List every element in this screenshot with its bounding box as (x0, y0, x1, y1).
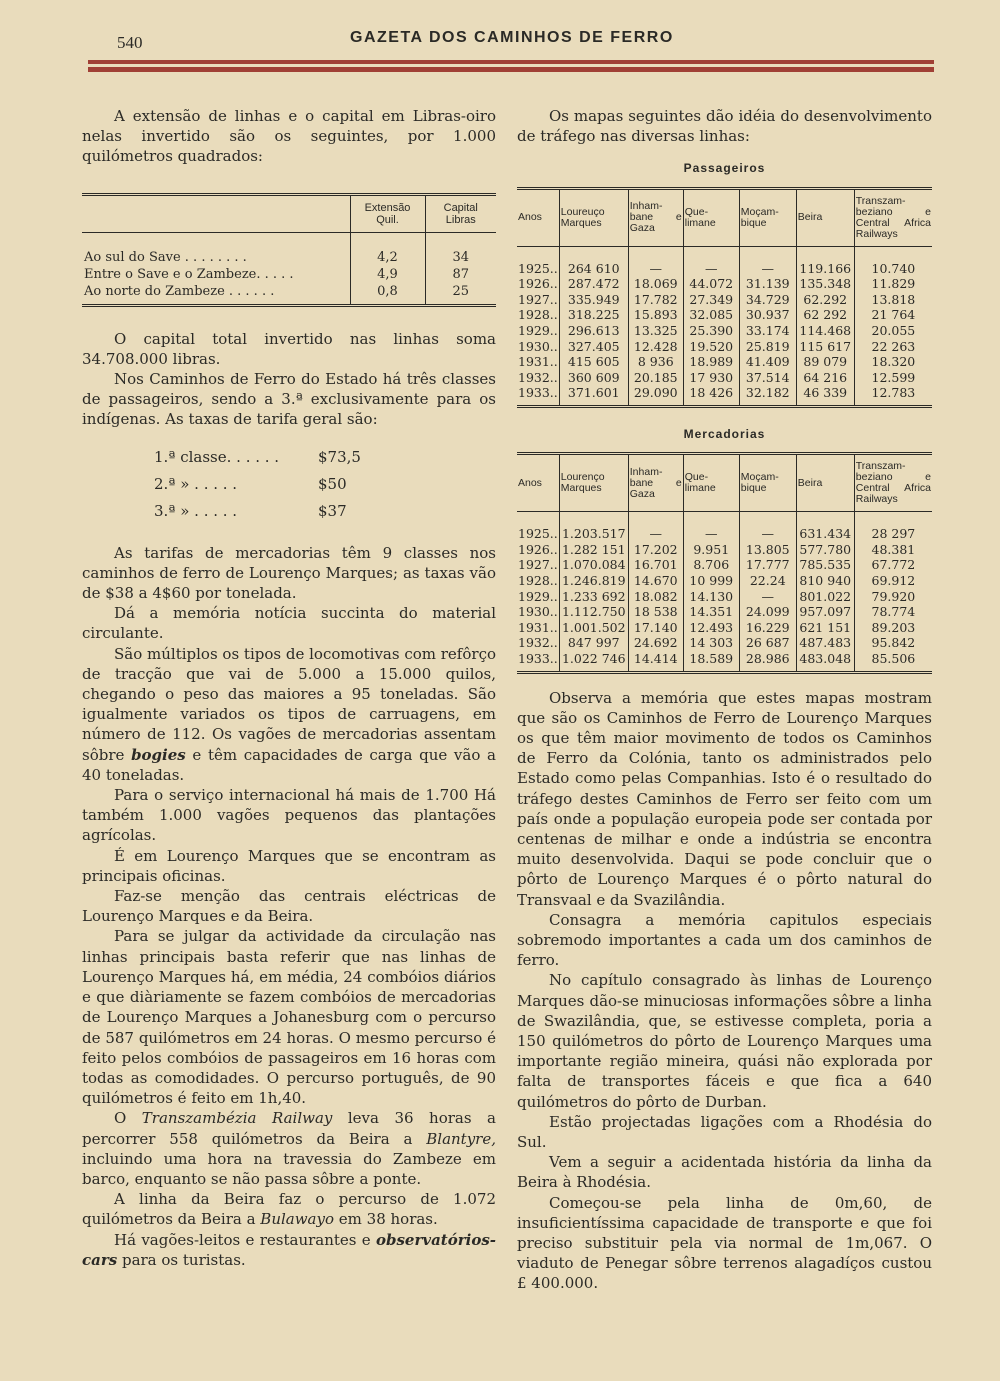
table-row (517, 620, 932, 636)
cell: 28 297 (854, 512, 932, 542)
cell: 20.055 (854, 323, 932, 339)
cell: 46 339 (796, 385, 854, 405)
table-row (517, 542, 932, 558)
column-header: Moçam-bique (739, 190, 796, 247)
paragraph: Nos Caminhos de Ferro do Estado há três classes de passageiros, sendo a 3.ª exclusivamente para os indígenas. As taxas de tarifa geral são: (82, 370, 496, 429)
cell: 44.072 (683, 276, 739, 292)
table-row (82, 232, 496, 266)
table-row (517, 307, 932, 323)
cell: 1.022 746 (559, 651, 628, 671)
year-cell: 1925.. (518, 526, 558, 542)
cell: 25.390 (683, 323, 739, 339)
paragraph: O Transzambézia Railway leva 36 horas a percorrer 558 quilómetros da Beira a Blantyre, incluindo uma hora na travessia do Zambeze em barco, enquanto se não passa sôbre a ponte. (82, 1109, 496, 1188)
cell: 32.182 (739, 385, 796, 405)
cell: 135.348 (796, 276, 854, 292)
page-number: 540 (117, 33, 143, 52)
table-row (517, 589, 932, 605)
table-row (517, 354, 932, 370)
cell: 318.225 (559, 307, 628, 323)
cell: 16.701 (628, 557, 683, 573)
cell: 577.780 (796, 542, 854, 558)
cell: — (739, 589, 796, 605)
cell: 847 997 (559, 635, 628, 651)
cell: 87 (425, 266, 496, 283)
cell: 327.405 (559, 339, 628, 355)
column-header: Anos (517, 455, 559, 512)
cell: 14.670 (628, 573, 683, 589)
table-header-row (517, 455, 932, 512)
cell: 10.740 (854, 246, 932, 276)
cell: 1.203.517 (559, 512, 628, 542)
cell: 801.022 (796, 589, 854, 605)
cell: 1.246.819 (559, 573, 628, 589)
cell: 85.506 (854, 651, 932, 671)
cell: 21 764 (854, 307, 932, 323)
cell: 13.818 (854, 292, 932, 308)
table-row (517, 370, 932, 386)
cell: 287.472 (559, 276, 628, 292)
column-header: Extensão Quil. (350, 194, 425, 232)
left-column (82, 106, 496, 1270)
cell: 37.514 (739, 370, 796, 386)
cell: 24.692 (628, 635, 683, 651)
paragraph: Faz-se menção das centrais eléctricas de Lourenço Marques e da Beira. (82, 887, 496, 926)
cell: 18.589 (683, 651, 739, 671)
paragraph: Começou-se pela linha de 0m,60, de insuficientíssima capacidade de transporte e que foi preciso substituir pela via normal de 1m,067. O viaduto de Penegar sôbre terrenos alagadíços custou £ 400.000. (517, 1193, 932, 1293)
year-cell: 1931.. (518, 619, 558, 635)
paragraph: Vem a seguir a acidentada história da linha da Beira à Rhodésia. (517, 1153, 932, 1192)
cell: 8.706 (683, 557, 739, 573)
column-header: Inham-bane e Gaza (628, 455, 683, 512)
cell: 41.409 (739, 354, 796, 370)
year-cell: 1928.. (518, 307, 558, 323)
cell: — (739, 246, 796, 276)
cell: 17.782 (628, 292, 683, 308)
year-cell: 1933.. (518, 650, 558, 666)
cell: 48.381 (854, 542, 932, 558)
table-header-row (82, 194, 496, 232)
cell: 0,8 (350, 283, 425, 306)
column-header: Anos (517, 190, 559, 247)
cell: 17.140 (628, 620, 683, 636)
cell: 18 538 (628, 604, 683, 620)
cell: 14.351 (683, 604, 739, 620)
table-title: Passageiros (683, 161, 766, 176)
header-rule-top (88, 60, 934, 64)
cell: 13.805 (739, 542, 796, 558)
year-cell: 1927.. (518, 291, 558, 307)
cell: 18.069 (628, 276, 683, 292)
paragraph: Dá a memória notícia succinta do material circulante. (82, 604, 496, 643)
paragraph: Consagra a memória capitulos especiais sobremodo importantes a cada um dos caminhos de ferro. (517, 910, 932, 970)
cell: 12.493 (683, 620, 739, 636)
cell: 19.520 (683, 339, 739, 355)
cell: 29.090 (628, 385, 683, 405)
paragraph: O capital total invertido nas linhas soma 34.708.000 libras. (82, 329, 496, 368)
cell: 9.951 (683, 542, 739, 558)
table-row (517, 651, 932, 671)
cell: 114.468 (796, 323, 854, 339)
cell: 14.414 (628, 651, 683, 671)
cell: 28.986 (739, 651, 796, 671)
paragraph: Para se julgar da actividade da circulação nas linhas principais basta referir que nas linhas de Lourenço Marques há, em média, 24 combóios diários e que diàriamente se fazem combóios de mercadorias de Lourenço Marques a Johanesburg com o percurso de 587 quilómetros em 24 horas. O mesmo percurso é feito pelos combóios de passageiros em 16 horas com todas as comodidades. O percurso português, de 90 quilómetros é feito em 1h,40. (82, 927, 496, 1108)
cell: 18 426 (683, 385, 739, 405)
cell: 24.099 (739, 604, 796, 620)
cell: 20.185 (628, 370, 683, 386)
cell: 30.937 (739, 307, 796, 323)
cell: 62.292 (796, 292, 854, 308)
cell: 17.777 (739, 557, 796, 573)
cell: 26 687 (739, 635, 796, 651)
paragraph: São múltiplos os tipos de locomotivas com refôrço de tracção que vai de 5.000 a 15.000 quilos, chegando o peso das maiores a 95 toneladas. São igualmente variados os tipos de carruagens, em número de 112. Os vagões de mercadorias assentam sôbre bogies e têm capacidades de carga que vão a 40 toneladas. (82, 644, 496, 784)
cell: 1.282 151 (559, 542, 628, 558)
cell: 12.599 (854, 370, 932, 386)
column-header: Inham-bane e Gaza (628, 190, 683, 247)
column-header: Transzam-beziano e Central Africa Railways (854, 190, 932, 247)
column-header: Transzam-beziano e Central Africa Railways (854, 455, 932, 512)
paragraph: A linha da Beira faz o percurso de 1.072 quilómetros da Beira a Bulawayo em 38 horas. (82, 1190, 496, 1229)
paragraph: Os mapas seguintes dão idéia do desenvolvimento de tráfego nas diversas linhas: (517, 107, 932, 146)
paragraph: As tarifas de mercadorias têm 9 classes nos caminhos de ferro de Lourenço Marques; as taxas vão de $38 a 4$60 por tonelada. (82, 543, 496, 603)
cell: 487.483 (796, 635, 854, 651)
table-row (517, 246, 932, 276)
cell: — (628, 246, 683, 276)
year-cell: 1925.. (518, 260, 558, 276)
year-cell: 1932.. (518, 369, 558, 385)
cell: 13.325 (628, 323, 683, 339)
cell: 785.535 (796, 557, 854, 573)
paragraph: No capítulo consagrado às linhas de Lourenço Marques dão-se minuciosas informações sôbre a linha de Swazilândia, que, se estivesse completa, poria a 150 quilómetros do pôrto de Lourenço Marques uma importante região mineira, quási não explorada por falta de transportes fáceis e que fica a 640 quilómetros do pôrto de Durban. (517, 971, 932, 1111)
cell: 32.085 (683, 307, 739, 323)
table-row (517, 276, 932, 292)
column-header: Lourenço Marques (559, 455, 628, 512)
right-column (517, 106, 932, 1294)
cell: 360 609 (559, 370, 628, 386)
cell: 89.203 (854, 620, 932, 636)
year-cell: 1932.. (518, 635, 558, 651)
cell: 15.893 (628, 307, 683, 323)
cell: 33.174 (739, 323, 796, 339)
table-row (82, 266, 496, 283)
cell: 34.729 (739, 292, 796, 308)
year-cell: 1926.. (518, 541, 558, 557)
cell: 631.434 (796, 512, 854, 542)
cell: 1.001.502 (559, 620, 628, 636)
table-row (517, 635, 932, 651)
cell: 371.601 (559, 385, 628, 405)
tariff-row: 2.ª » . . . . . $50 (154, 475, 347, 494)
table-header-row (517, 190, 932, 247)
cell: 810 940 (796, 573, 854, 589)
paragraph: Estão projectadas ligações com a Rhodésia do Sul. (517, 1112, 932, 1151)
cell: 31.139 (739, 276, 796, 292)
cell: 18.989 (683, 354, 739, 370)
capital-table (82, 193, 496, 307)
table-row (517, 573, 932, 589)
row-label: Ao norte do Zambeze . . . . . . (84, 283, 275, 299)
tariff-row: 1.ª classe. . . . . . $73,5 (154, 448, 361, 467)
table-row (517, 604, 932, 620)
cell: 27.349 (683, 292, 739, 308)
year-cell: 1933.. (518, 385, 558, 401)
cell: 119.166 (796, 246, 854, 276)
cell: 621 151 (796, 620, 854, 636)
year-cell: 1927.. (518, 557, 558, 573)
year-cell: 1930.. (518, 604, 558, 620)
cell: 17.202 (628, 542, 683, 558)
cell: 296.613 (559, 323, 628, 339)
paragraph: Há vagões-leitos e restaurantes e observatórios-cars para os turistas. (82, 1230, 496, 1269)
cell: 1.070.084 (559, 557, 628, 573)
table-row (517, 557, 932, 573)
table-row (517, 512, 932, 542)
cell: 16.229 (739, 620, 796, 636)
cell: 264 610 (559, 246, 628, 276)
cell: 1.233 692 (559, 589, 628, 605)
table-row (517, 385, 932, 405)
cell: 62 292 (796, 307, 854, 323)
cell: 12.783 (854, 385, 932, 405)
cell: 4,9 (350, 266, 425, 283)
year-cell: 1930.. (518, 338, 558, 354)
cell: 18.320 (854, 354, 932, 370)
tariff-list (82, 444, 496, 525)
cell: 67.772 (854, 557, 932, 573)
paragraph: Para o serviço internacional há mais de 1.700 Há também 1.000 vagões pequenos das plantações agrícolas. (82, 786, 496, 845)
table-row (82, 283, 496, 306)
column-header: Que-limane (683, 190, 739, 247)
row-label: Entre o Save e o Zambeze. . . . . (84, 266, 294, 282)
cell: 14 303 (683, 635, 739, 651)
paragraph: Observa a memória que estes mapas mostram que são os Caminhos de Ferro de Lourenço Marques os que têm maior movimento de todos os Caminhos de Ferro da Colónia, tanto os administrados pelo Estado como pelas Companhias. Isto é o resultado do tráfego destes Caminhos de Ferro ser feito com um país onde a população europeia pode ser contada por centenas de milhar e onde a indústria se encontra muito desenvolvida. Daqui se pode concluir que o pôrto de Lourenço Marques é o pôrto natural do Transvaal e da Svazilândia. (517, 688, 932, 909)
cell: — (683, 512, 739, 542)
cell: — (739, 512, 796, 542)
column-header: Capital Libras (425, 194, 496, 232)
cell: 1.112.750 (559, 604, 628, 620)
column-header: Moçam-bique (739, 455, 796, 512)
cell: 335.949 (559, 292, 628, 308)
paragraph: A extensão de linhas e o capital em Libras-oiro nelas invertido são os seguintes, por 1.000 quilómetros quadrados: (82, 107, 496, 166)
cell: — (683, 246, 739, 276)
cell: 95.842 (854, 635, 932, 651)
row-label: Ao sul do Save . . . . . . . . (84, 249, 247, 265)
masthead: GAZETA DOS CAMINHOS DE FERRO (350, 29, 674, 46)
table-title: Mercadorias (683, 426, 766, 441)
goods-table (517, 452, 932, 673)
cell: 17 930 (683, 370, 739, 386)
cell: 69.912 (854, 573, 932, 589)
year-cell: 1926.. (518, 276, 558, 292)
cell: 14.130 (683, 589, 739, 605)
cell: 4,2 (350, 232, 425, 266)
cell: 957.097 (796, 604, 854, 620)
cell: 18.082 (628, 589, 683, 605)
cell: 25.819 (739, 339, 796, 355)
cell: 415 605 (559, 354, 628, 370)
cell: 8 936 (628, 354, 683, 370)
column-header: Beira (796, 190, 854, 247)
cell: 34 (425, 232, 496, 266)
passengers-table (517, 187, 932, 408)
cell: — (628, 512, 683, 542)
year-cell: 1929.. (518, 322, 558, 338)
year-cell: 1931.. (518, 354, 558, 370)
cell: 79.920 (854, 589, 932, 605)
cell: 78.774 (854, 604, 932, 620)
paragraph: É em Lourenço Marques que se encontram as principais oficinas. (82, 846, 496, 885)
cell: 89 079 (796, 354, 854, 370)
column-header: Beira (796, 455, 854, 512)
cell: 12.428 (628, 339, 683, 355)
tariff-row: 3.ª » . . . . . $37 (154, 502, 347, 521)
year-cell: 1928.. (518, 572, 558, 588)
cell: 25 (425, 283, 496, 306)
column-header: Loureuço Marques (559, 190, 628, 247)
table-row (517, 292, 932, 308)
table-row (517, 339, 932, 355)
cell: 22 263 (854, 339, 932, 355)
year-cell: 1929.. (518, 588, 558, 604)
cell: 11.829 (854, 276, 932, 292)
cell: 10 999 (683, 573, 739, 589)
cell: 22.24 (739, 573, 796, 589)
column-header: Que-limane (683, 455, 739, 512)
header-rule-bottom (88, 67, 934, 72)
cell: 115 617 (796, 339, 854, 355)
table-row (517, 323, 932, 339)
cell: 483.048 (796, 651, 854, 671)
cell: 64 216 (796, 370, 854, 386)
